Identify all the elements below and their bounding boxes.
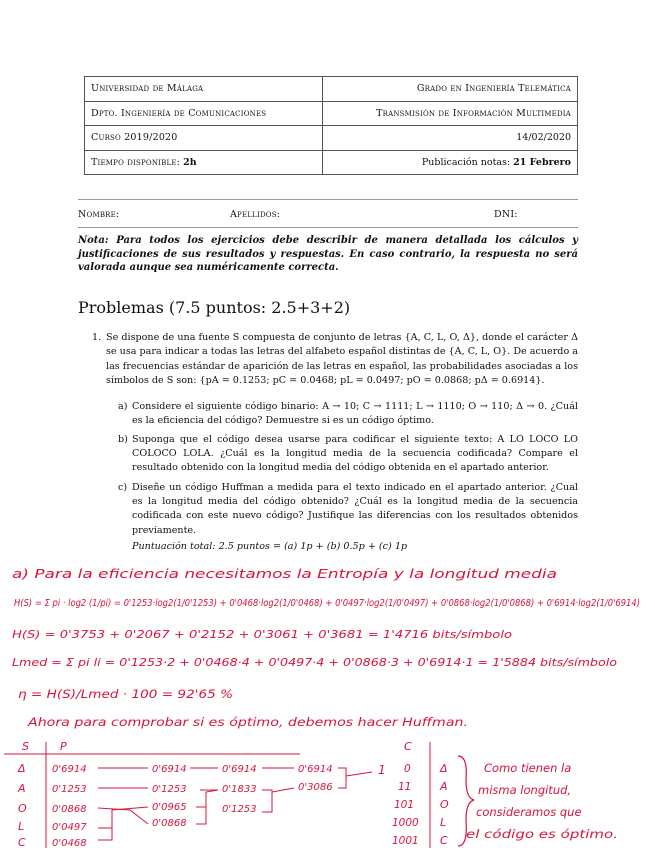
hw-final-sum: 1: [378, 763, 386, 777]
header-table: [84, 76, 578, 175]
hw-line-3: H(S) = 0'3753 + 0'2067 + 0'2152 + 0'3061 + 0'3681 = 1'4716 bits/símbolo: [12, 629, 512, 641]
hw-code-symbol: C: [440, 834, 448, 847]
hw-arrow: [196, 807, 206, 824]
hw-probs: [52, 764, 87, 848]
degree: Grado en Ingeniería Telemática: [416, 83, 571, 95]
hw-col-c: C: [404, 740, 412, 753]
hw-conclusion-line: consideramos que: [476, 805, 582, 819]
divider-top: [78, 199, 578, 200]
hw-stage2-value: 0'6914: [152, 764, 187, 775]
hw-stage3-value: 0'1253: [222, 804, 257, 815]
hw-code: 0: [404, 763, 411, 775]
hw-conclusion-line: Como tienen la: [484, 761, 572, 775]
hw-code: 101: [394, 799, 415, 811]
exam-note: Nota: Para todos los ejercicios debe describir de manera detallada los cálculos y justificaciones de sus resultados y respuestas. En caso contrario, la respuesta no será valorada aunque sea numéricamente correcta.: [78, 235, 578, 273]
hw-stage3-value: 0'6914: [222, 764, 257, 775]
hw-symbol: O: [18, 802, 27, 815]
surname-field: Apellidos:: [230, 209, 281, 220]
divider-bottom: [78, 227, 578, 228]
hw-symbols: [17, 762, 27, 848]
hw-arrow: [196, 790, 218, 807]
header-row-4: [85, 151, 577, 175]
hw-code: 1001: [392, 835, 419, 847]
header-row-3: [85, 126, 577, 151]
hw-arrow: [98, 828, 112, 840]
hw-code: 1000: [392, 817, 419, 829]
hw-code-symbol: L: [440, 816, 447, 829]
hw-arrow: [98, 808, 148, 824]
hw-arrow: [338, 768, 346, 788]
hw-prob: 0'0868: [52, 804, 87, 815]
hw-line-5: η = H(S)/Lmed · 100 = 92'65 %: [18, 687, 233, 701]
course: Curso 2019/2020: [85, 126, 323, 150]
department: Dpto. Ingeniería de Comunicaciones: [85, 102, 323, 126]
time-label: Tiempo disponible:: [91, 156, 181, 168]
part-c-label: c): [118, 482, 128, 493]
part-b: [118, 433, 578, 476]
header-row-2: [85, 102, 577, 127]
hw-stage4-value: 0'3086: [298, 782, 333, 793]
hw-arrow: [272, 788, 294, 792]
hw-code: 11: [398, 781, 412, 793]
hw-arrow: [346, 772, 372, 776]
hw-symbol: A: [18, 782, 26, 795]
hw-col-p: P: [60, 740, 67, 753]
hw-stage4-value: 0'6914: [298, 764, 333, 775]
hw-conclusion-line: el código es óptimo.: [466, 827, 618, 841]
hw-col-s: S: [22, 740, 29, 753]
hw-stage-2: [152, 764, 187, 829]
hw-arrow: [262, 790, 272, 812]
hw-prob: 0'1253: [52, 784, 87, 795]
hw-line-1: a) Para la eficiencia necesitamos la Entropía y la longitud media: [12, 567, 557, 581]
hw-line-2: H(S) = Σ pi · log2 (1/pi) = 0'1253·log2(1/0'1253) + 0'0468·log2(1/0'0468) + 0'0497·log2(1/0'0497) + 0'0868·log2(1/0'0868) + 0'6914·log2(1/0'6914): [14, 598, 640, 609]
hw-code-symbols: [439, 762, 449, 847]
publication: [323, 151, 577, 175]
subject: Transmisión de Información Multimedia: [376, 107, 571, 119]
section-title: Problemas (7.5 puntos: 2.5+3+2): [78, 298, 351, 317]
hw-symbol: Δ: [18, 762, 26, 775]
hw-stage-4: [298, 764, 333, 793]
problem-1: [92, 331, 578, 388]
dni-field: DNI:: [494, 209, 518, 220]
hw-symbol: C: [18, 836, 26, 848]
part-c: [118, 481, 578, 538]
hw-line-6: Ahora para comprobar si es óptimo, debemos hacer Huffman.: [26, 715, 469, 729]
hw-stage2-value: 0'0868: [152, 818, 187, 829]
exam-date: 14/02/2020: [516, 132, 571, 144]
part-a: [118, 400, 578, 428]
hw-arrow: [98, 807, 148, 828]
part-b-text: Suponga que el código desea usarse para codificar el siguiente texto: A LO LOCO LO COLOCO LOLA. ¿Cuál es la longitud media de la secuencia codificada? Compare el resultado obtenido con la longitud media del código obtenida en el apartado anterior.: [132, 434, 578, 474]
time-value: 2h: [183, 156, 197, 168]
header-row-1: [85, 77, 577, 102]
hw-conclusion-line: misma longitud,: [478, 783, 572, 797]
hw-symbol: L: [18, 820, 25, 833]
hw-code-symbol: A: [440, 780, 448, 793]
problem-number: 1.: [92, 332, 102, 343]
hw-stage2-value: 0'0965: [152, 802, 187, 813]
name-field: Nombre:: [78, 209, 120, 220]
hw-code-symbol: O: [440, 798, 449, 811]
part-c-text: Diseñe un código Huffman a medida para el texto indicado en el apartado anterior. ¿Cual es la longitud media del código obtenido? ¿Cuál es la longitud media de la secuencia codificada con este nuevo código? Justifique las diferencias con los resultados obtenidos previamente.: [132, 482, 578, 536]
handwriting-lines: [12, 567, 640, 729]
hw-stage-3: [222, 764, 257, 815]
part-a-text: Considere el siguiente código binario: A → 10; C → 1111; L → 1110; O → 110; Δ → 0. ¿Cuál es la eficiencia del código? Demuestre si es un código óptimo.: [132, 401, 578, 427]
hw-prob: 0'0468: [52, 838, 87, 848]
hw-line-4: Lmed = Σ pi li = 0'1253·2 + 0'0468·4 + 0'0497·4 + 0'0868·3 + 0'6914·1 = 1'5884 bits/símbolo: [12, 657, 617, 669]
time-available: [85, 151, 323, 175]
hw-prob: 0'6914: [52, 764, 87, 775]
part-b-label: b): [118, 434, 128, 445]
problem-statement: Se dispone de una fuente S compuesta de conjunto de letras {A, C, L, O, Δ}, donde el carácter Δ se usa para indicar a todas las letras del alfabeto español distintas de {A, C, L, O}. De acuerdo a las frecuencias estándar de aparición de las letras en español, las probabilidades asociadas a los símbolos de S son: {pA = 0.1253; pC = 0.0468; pL = 0.0497; pO = 0.0868; pΔ = 0.6914}.: [106, 332, 578, 386]
scoring: Puntuación total: 2.5 puntos = (a) 1p + (b) 0.5p + (c) 1p: [132, 541, 408, 552]
hw-conclusion: [466, 761, 618, 841]
handwritten-answer: [0, 560, 655, 848]
hw-code-symbol: Δ: [440, 762, 448, 775]
university: Universidad de Málaga: [85, 77, 323, 101]
hw-codes: [392, 763, 419, 847]
hw-stage2-value: 0'1253: [152, 784, 187, 795]
hw-prob: 0'0497: [52, 822, 87, 833]
hw-stage3-value: 0'1833: [222, 784, 257, 795]
pub-value: 21 Febrero: [513, 156, 571, 168]
pub-label: Publicación notas:: [421, 156, 511, 168]
part-a-label: a): [118, 401, 128, 412]
